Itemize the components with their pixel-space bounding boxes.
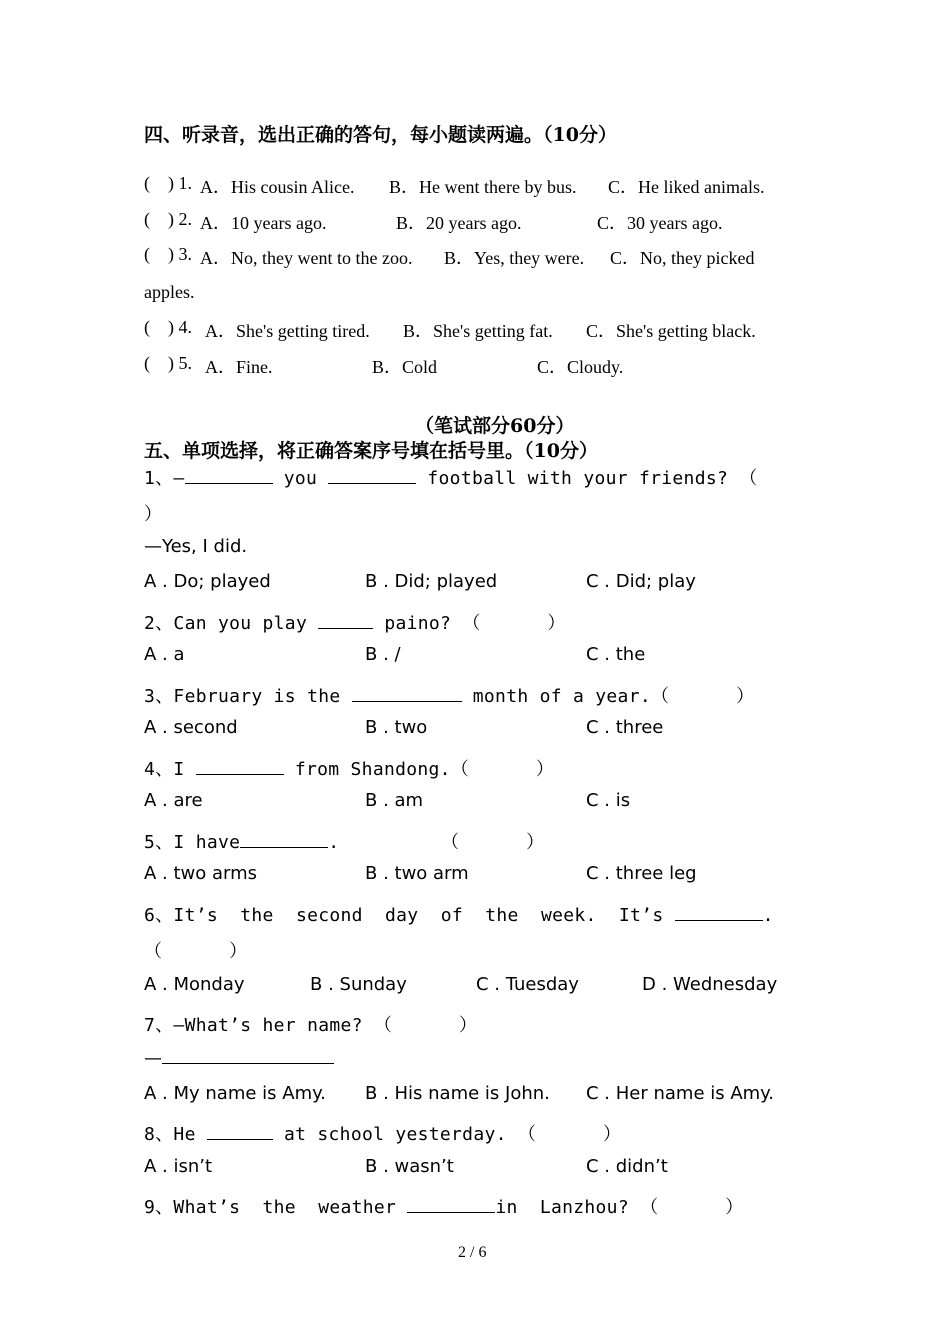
q5-answer-bracket: （ ） (441, 832, 545, 853)
q2-option-b: B . / (365, 644, 401, 665)
q1-prompt-close: ） (144, 504, 163, 525)
q7-option-c: C . Her name is Amy. (586, 1083, 774, 1104)
s4-q3-number: ( ) 3. (144, 244, 192, 264)
q5-blank (240, 831, 328, 848)
s4-q4-option-a: A．She's getting tired. (205, 321, 370, 341)
q6-option-a: A . Monday (144, 974, 245, 995)
q7-blank (162, 1047, 334, 1064)
q1-reply: —Yes, I did. (144, 536, 248, 557)
q6-answer-bracket: （ ） (144, 941, 248, 962)
s4-q1-number: ( ) 1. (144, 173, 192, 193)
q8-option-b: B . wasn’t (365, 1156, 454, 1177)
q8-blank (207, 1123, 273, 1140)
s4-q5-option-a: A．Fine. (205, 357, 273, 377)
q1-blank-1 (185, 467, 273, 484)
q9-blank (407, 1196, 495, 1213)
q3-option-b: B . two (365, 717, 428, 738)
q8-prompt: 8、He at school yesterday. （ ） (144, 1124, 622, 1145)
q4-option-b: B . am (365, 790, 424, 811)
q5-prompt: 5、I have . (144, 832, 340, 853)
s4-q5-number: ( ) 5. (144, 353, 192, 373)
q7-option-a: A . My name is Amy. (144, 1083, 326, 1104)
s4-q4-number: ( ) 4. (144, 317, 192, 337)
s4-q2-option-a: A．10 years ago. (200, 213, 327, 233)
s4-q4-option-b: B．She's getting fat. (403, 321, 553, 341)
q1-option-a: A . Do; played (144, 571, 271, 592)
s4-q3-option-b: B．Yes, they were. (444, 248, 585, 268)
q6-blank (675, 904, 763, 921)
s4-q2-option-c: C．30 years ago. (597, 213, 723, 233)
q5-option-a: A . two arms (144, 863, 258, 884)
q4-option-c: C . is (586, 790, 631, 811)
section4-title: 四、听录音，选出正确的答句，每小题读两遍。（10分） (144, 124, 617, 146)
s4-q3-option-c: C．No, they picked (610, 248, 755, 268)
s4-q2-number: ( ) 2. (144, 209, 192, 229)
s4-q1-option-a: A．His cousin Alice. (200, 177, 355, 197)
q2-option-c: C . the (586, 644, 646, 665)
q3-option-c: C . three (586, 717, 664, 738)
q1-blank-2 (328, 467, 416, 484)
q8-option-c: C . didn’t (586, 1156, 668, 1177)
written-part-heading: （笔试部分60分） (415, 415, 575, 437)
q1-option-c: C . Did; play (586, 571, 696, 592)
q2-option-a: A . a (144, 644, 185, 665)
q3-option-a: A . second (144, 717, 238, 738)
s4-q1-option-c: C．He liked animals. (608, 177, 765, 197)
page-number: 2 / 6 (458, 1244, 487, 1261)
q5-option-b: B . two arm (365, 863, 469, 884)
q7-option-b: B . His name is John. (365, 1083, 550, 1104)
q4-option-a: A . are (144, 790, 203, 811)
s4-q5-option-b: B．Cold (372, 357, 438, 377)
q4-blank (196, 758, 284, 775)
s4-q3-option-a: A．No, they went to the zoo. (200, 248, 413, 268)
section5-title: 五、单项选择，将正确答案序号填在括号里。（10分） (144, 440, 598, 462)
q6-prompt: 6、It’s the second day of the week. It’s . (144, 905, 774, 926)
q8-option-a: A . isn’t (144, 1156, 213, 1177)
q4-prompt: 4、I from Shandong.（ ） (144, 759, 555, 780)
q1-prompt: 1、— you football with your friends? （ (144, 468, 758, 489)
q7-reply: — (144, 1047, 334, 1069)
s4-q5-option-c: C．Cloudy. (537, 357, 624, 377)
q6-option-c: C . Tuesday (476, 974, 579, 995)
q5-option-c: C . three leg (586, 863, 697, 884)
q1-option-b: B . Did; played (365, 571, 498, 592)
q3-blank (352, 685, 462, 702)
q6-option-d: D . Wednesday (642, 974, 778, 995)
s4-q4-option-c: C．She's getting black. (586, 321, 756, 341)
q7-prompt: 7、—What’s her name? （ ） (144, 1015, 478, 1036)
s4-q3-option-c-continued: apples. (144, 282, 195, 302)
q2-blank (318, 612, 373, 629)
s4-q2-option-b: B．20 years ago. (396, 213, 522, 233)
s4-q1-option-b: B．He went there by bus. (389, 177, 577, 197)
q3-prompt: 3、February is the month of a year.（ ） (144, 686, 755, 707)
q6-option-b: B . Sunday (310, 974, 407, 995)
q2-prompt: 2、Can you play paino? （ ） (144, 613, 566, 634)
q9-prompt: 9、What’s the weather in Lanzhou? （ ） (144, 1197, 744, 1218)
